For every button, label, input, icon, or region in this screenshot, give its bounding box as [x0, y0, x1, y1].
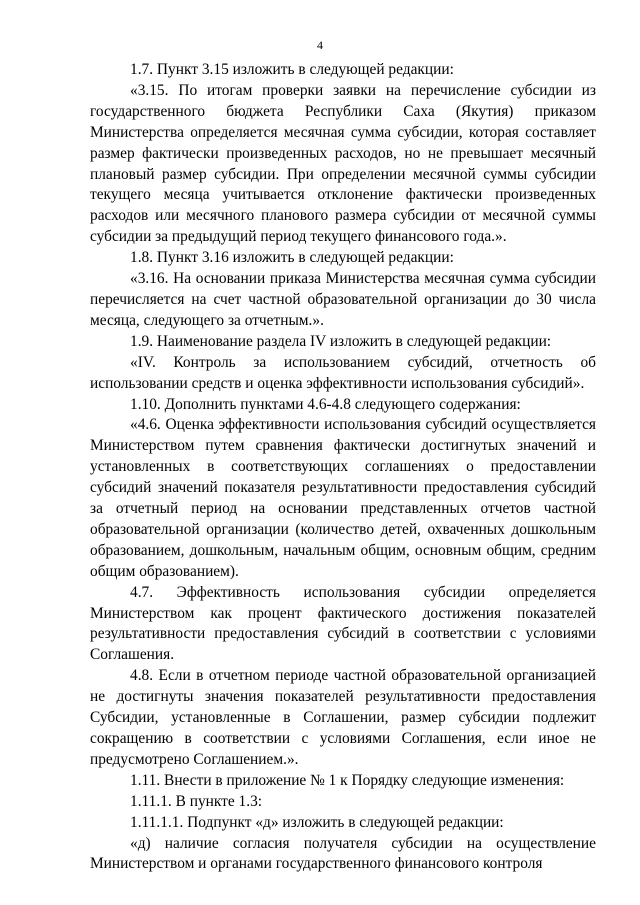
paragraph-1-7: 1.7. Пункт 3.15 изложить в следующей редакции:	[130, 61, 454, 78]
paragraph-1-8: 1.8. Пункт 3.16 изложить в следующей редакции:	[130, 249, 454, 267]
paragraph-3-16: «3.16. На основании приказа Министерства месячная сумма субсидии перечисляется на счет частной образовательной организации до 30 числа месяца, следующего за отчетным.».	[90, 270, 596, 329]
paragraph-3-15: «3.15. По итогам проверки заявки на перечисление субсидии из государственного бюджета Республики Саха (Якутия) приказом Министерства определяется месячная сумма субсидии, которая составляет размер фактически произведенных расходов, но не превышает месячный плановый размер субсидии. При определении месячной суммы субсидии текущего месяца учитывается отклонение фактически произведенных расходов или месячного планового размера субсидии от месячной суммы субсидии за предыдущий период текущего финансового года.».	[90, 81, 596, 246]
document-body	[90, 60, 596, 875]
paragraph-subitem-d: «д) наличие согласия получателя субсидии на осуществление Министерством и органами государственного финансового контроля	[90, 834, 596, 873]
paragraph-1-11: 1.11. Внести в приложение № 1 к Порядку следующие изменения:	[130, 771, 565, 789]
paragraph-4-8: 4.8. Если в отчетном периоде частной образовательной организацией не достигнуты значения показателей результативности предоставления Субсидии, установленные в Соглашении, размер субсидии подлежит сокращению в соответствии с условиями Соглашения, если иное не предусмотрено Соглашением.».	[90, 667, 596, 768]
paragraph-1-11-1-1: 1.11.1.1. Подпункт «д» изложить в следующей редакции:	[130, 813, 504, 831]
paragraph-1-11-1: 1.11.1. В пункте 1.3:	[130, 792, 263, 810]
paragraph-1-10: 1.10. Дополнить пунктами 4.6-4.8 следующего содержания:	[130, 395, 521, 413]
paragraph-section-iv-title: «IV. Контроль за использованием субсидий, отчетность об использовании средств и оценка эффективности использования субсидий».	[90, 353, 596, 392]
paragraph-4-7: 4.7. Эффективность использования субсидии определяется Министерством как процент фактического достижения показателей результативности предоставления субсидий в соответствии с условиями Соглашения.	[90, 583, 596, 664]
paragraph-4-6: «4.6. Оценка эффективности использования субсидий осуществляется Министерством путем сравнения фактически достигнутых значений и установленных в соответствующих соглашениях о предоставлении субсидий значений показателя результативности предоставления субсидий за отчетный период на основании представленных отчетов частной образовательной организации (количество детей, охваченных дошкольным образованием, дошкольным, начальным общим, основным общим, средним общим образованием).	[90, 416, 596, 580]
paragraph-1-9: 1.9. Наименование раздела IV изложить в следующей редакции:	[130, 332, 552, 350]
page-number: 4	[317, 38, 323, 52]
